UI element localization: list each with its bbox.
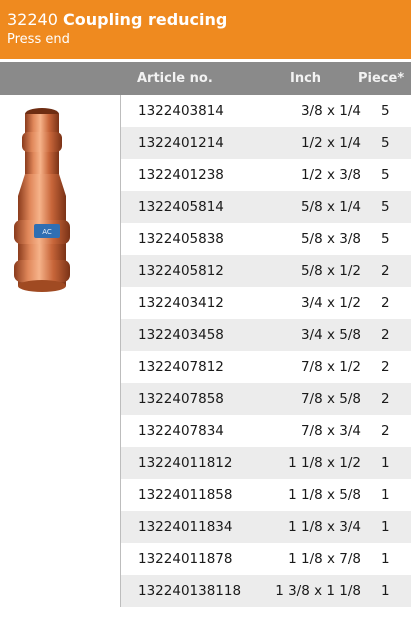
cell-piece: 2 bbox=[381, 263, 390, 279]
cell-piece: 5 bbox=[381, 231, 390, 247]
cell-piece: 5 bbox=[381, 167, 390, 183]
col-inch-header: Inch bbox=[290, 71, 322, 86]
table-row bbox=[121, 447, 411, 479]
cell-inch: 1 1/8 x 1/2 bbox=[288, 455, 361, 471]
cell-piece: 2 bbox=[381, 359, 390, 375]
cell-article: 1322405838 bbox=[138, 231, 224, 247]
cell-inch: 5/8 x 3/8 bbox=[300, 231, 361, 247]
cell-inch: 3/4 x 1/2 bbox=[300, 295, 361, 311]
table-row bbox=[121, 255, 411, 287]
cell-piece: 1 bbox=[381, 551, 390, 567]
cell-piece: 2 bbox=[381, 391, 390, 407]
table-row bbox=[121, 287, 411, 319]
cell-piece: 2 bbox=[381, 295, 390, 311]
cell-inch: 1 3/8 x 1 1/8 bbox=[275, 583, 361, 599]
cell-inch: 1 1/8 x 5/8 bbox=[288, 487, 361, 503]
cell-piece: 2 bbox=[381, 423, 390, 439]
cell-article: 13224011878 bbox=[138, 551, 233, 567]
cell-piece: 1 bbox=[381, 519, 390, 535]
cell-article: 1322403412 bbox=[138, 295, 224, 311]
table-row bbox=[121, 319, 411, 351]
product-title bbox=[7, 10, 227, 30]
cell-article: 1322407858 bbox=[138, 391, 224, 407]
table-row bbox=[121, 383, 411, 415]
cell-inch: 1/2 x 1/4 bbox=[300, 135, 361, 151]
cell-article: 132240138118 bbox=[138, 583, 242, 599]
table-row bbox=[121, 511, 411, 543]
table-header bbox=[0, 62, 411, 95]
cell-inch: 5/8 x 1/2 bbox=[300, 263, 361, 279]
product-number: 32240 bbox=[7, 10, 58, 29]
table-row bbox=[121, 191, 411, 223]
cell-inch: 3/8 x 1/4 bbox=[300, 103, 361, 119]
table-row bbox=[121, 575, 411, 607]
cell-article: 13224011812 bbox=[138, 455, 233, 471]
cell-piece: 5 bbox=[381, 103, 390, 119]
cell-inch: 5/8 x 1/4 bbox=[300, 199, 361, 215]
table-row bbox=[121, 351, 411, 383]
table-row bbox=[121, 223, 411, 255]
product-subtitle: Press end bbox=[7, 32, 70, 47]
cell-article: 1322405814 bbox=[138, 199, 224, 215]
cell-article: 13224011858 bbox=[138, 487, 233, 503]
copper-reducing-coupling-image bbox=[2, 100, 112, 300]
cell-inch: 7/8 x 3/4 bbox=[300, 423, 361, 439]
cell-piece: 5 bbox=[381, 199, 390, 215]
cell-article: 1322405812 bbox=[138, 263, 224, 279]
cell-inch: 7/8 x 1/2 bbox=[300, 359, 361, 375]
cell-piece: 1 bbox=[381, 583, 390, 599]
product-header bbox=[0, 0, 411, 59]
cell-article: 1322407834 bbox=[138, 423, 224, 439]
cell-article: 1322403814 bbox=[138, 103, 224, 119]
cell-inch: 1 1/8 x 7/8 bbox=[288, 551, 361, 567]
cell-article: 1322401214 bbox=[138, 135, 224, 151]
cell-article: 1322401238 bbox=[138, 167, 224, 183]
cell-article: 13224011834 bbox=[138, 519, 233, 535]
cell-piece: 2 bbox=[381, 327, 390, 343]
table-row bbox=[121, 159, 411, 191]
table-row bbox=[121, 95, 411, 127]
cell-piece: 1 bbox=[381, 455, 390, 471]
svg-text:AC: AC bbox=[42, 228, 52, 236]
table-row bbox=[121, 543, 411, 575]
cell-inch: 1/2 x 3/8 bbox=[300, 167, 361, 183]
table-row bbox=[121, 479, 411, 511]
cell-article: 1322407812 bbox=[138, 359, 224, 375]
cell-piece: 1 bbox=[381, 487, 390, 503]
cell-article: 1322403458 bbox=[138, 327, 224, 343]
cell-inch: 1 1/8 x 3/4 bbox=[288, 519, 361, 535]
col-article-header: Article no. bbox=[137, 71, 213, 86]
cell-inch: 3/4 x 5/8 bbox=[300, 327, 361, 343]
product-name: Coupling reducing bbox=[63, 10, 228, 29]
col-piece-header: Piece* bbox=[358, 71, 405, 86]
table-row bbox=[121, 127, 411, 159]
cell-piece: 5 bbox=[381, 135, 390, 151]
cell-inch: 7/8 x 5/8 bbox=[300, 391, 361, 407]
table-row bbox=[121, 415, 411, 447]
product-table bbox=[120, 95, 411, 607]
